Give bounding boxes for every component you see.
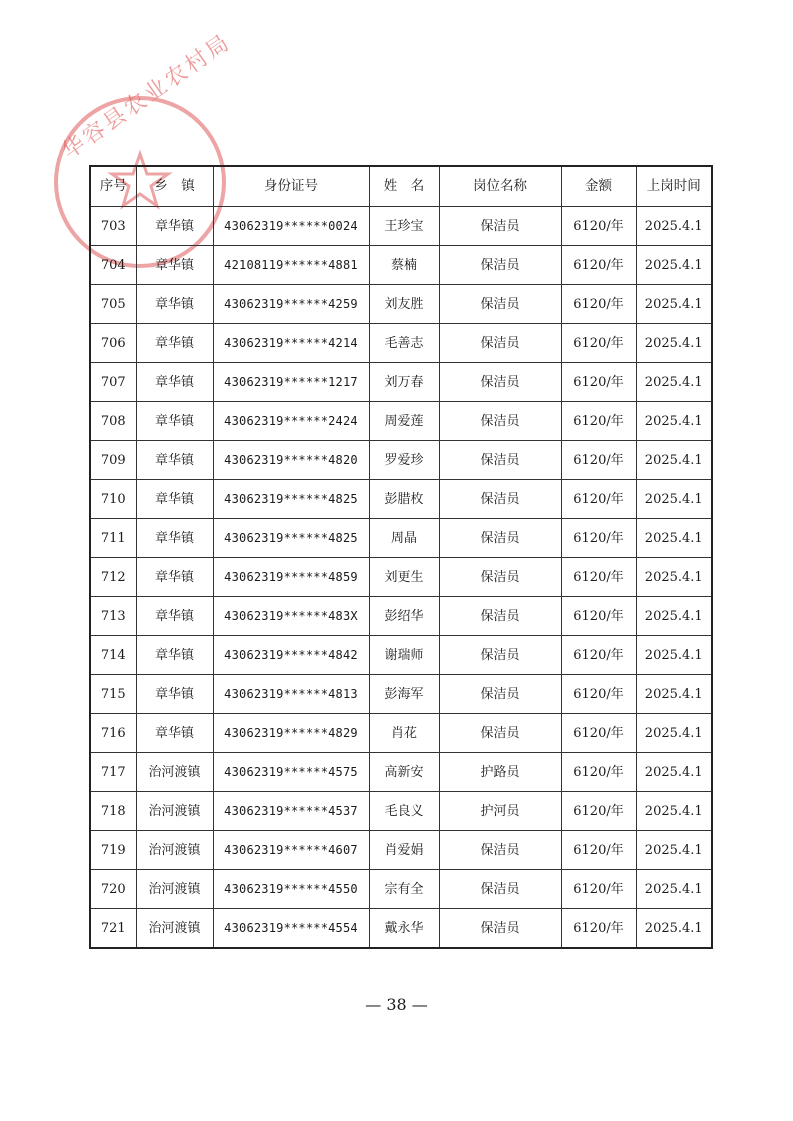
cell-start-date: 2025.4.1: [636, 441, 712, 480]
cell-town: 治河渡镇: [136, 909, 213, 949]
table-body: [90, 207, 712, 949]
table-row: [90, 870, 712, 909]
cell-amount: 6120/年: [561, 714, 636, 753]
cell-name: 毛善志: [369, 324, 439, 363]
cell-id-number: 43062319******4842: [213, 636, 369, 675]
cell-start-date: 2025.4.1: [636, 207, 712, 246]
cell-name: 彭腊枚: [369, 480, 439, 519]
cell-start-date: 2025.4.1: [636, 480, 712, 519]
cell-position: 护路员: [439, 753, 561, 792]
cell-id-number: 42108119******4881: [213, 246, 369, 285]
cell-town: 章华镇: [136, 285, 213, 324]
cell-seq: 716: [90, 714, 136, 753]
cell-position: 保洁员: [439, 324, 561, 363]
cell-seq: 709: [90, 441, 136, 480]
cell-id-number: 43062319******4829: [213, 714, 369, 753]
cell-name: 周爱莲: [369, 402, 439, 441]
table-row: [90, 558, 712, 597]
cell-position: 保洁员: [439, 714, 561, 753]
cell-amount: 6120/年: [561, 285, 636, 324]
header-name: 姓 名: [369, 166, 439, 207]
cell-town: 章华镇: [136, 246, 213, 285]
cell-id-number: 43062319******4214: [213, 324, 369, 363]
cell-start-date: 2025.4.1: [636, 558, 712, 597]
header-position: 岗位名称: [439, 166, 561, 207]
cell-name: 肖爱娟: [369, 831, 439, 870]
cell-start-date: 2025.4.1: [636, 402, 712, 441]
cell-start-date: 2025.4.1: [636, 753, 712, 792]
page-number: — 38 —: [365, 995, 428, 1014]
cell-position: 保洁员: [439, 597, 561, 636]
cell-amount: 6120/年: [561, 597, 636, 636]
cell-seq: 712: [90, 558, 136, 597]
cell-seq: 720: [90, 870, 136, 909]
table-row: [90, 402, 712, 441]
cell-name: 谢瑞师: [369, 636, 439, 675]
cell-position: 保洁员: [439, 870, 561, 909]
cell-position: 保洁员: [439, 636, 561, 675]
cell-town: 章华镇: [136, 558, 213, 597]
cell-start-date: 2025.4.1: [636, 636, 712, 675]
table-row: [90, 285, 712, 324]
cell-town: 章华镇: [136, 402, 213, 441]
cell-town: 章华镇: [136, 324, 213, 363]
cell-start-date: 2025.4.1: [636, 363, 712, 402]
cell-seq: 717: [90, 753, 136, 792]
cell-start-date: 2025.4.1: [636, 285, 712, 324]
cell-amount: 6120/年: [561, 909, 636, 949]
cell-position: 保洁员: [439, 441, 561, 480]
cell-id-number: 43062319******2424: [213, 402, 369, 441]
cell-amount: 6120/年: [561, 636, 636, 675]
cell-town: 治河渡镇: [136, 753, 213, 792]
cell-id-number: 43062319******0024: [213, 207, 369, 246]
cell-position: 保洁员: [439, 207, 561, 246]
cell-name: 刘友胜: [369, 285, 439, 324]
cell-amount: 6120/年: [561, 753, 636, 792]
cell-id-number: 43062319******4825: [213, 480, 369, 519]
cell-amount: 6120/年: [561, 207, 636, 246]
cell-amount: 6120/年: [561, 480, 636, 519]
cell-seq: 711: [90, 519, 136, 558]
header-id-number: 身份证号: [213, 166, 369, 207]
cell-seq: 718: [90, 792, 136, 831]
cell-town: 章华镇: [136, 363, 213, 402]
cell-position: 保洁员: [439, 909, 561, 949]
cell-name: 蔡楠: [369, 246, 439, 285]
cell-seq: 715: [90, 675, 136, 714]
table-row: [90, 597, 712, 636]
cell-town: 章华镇: [136, 441, 213, 480]
cell-seq: 706: [90, 324, 136, 363]
cell-seq: 704: [90, 246, 136, 285]
table-row: [90, 246, 712, 285]
roster-table: [89, 165, 713, 949]
cell-name: 高新安: [369, 753, 439, 792]
table-row: [90, 753, 712, 792]
cell-town: 章华镇: [136, 714, 213, 753]
cell-id-number: 43062319******4607: [213, 831, 369, 870]
cell-name: 刘万春: [369, 363, 439, 402]
cell-seq: 703: [90, 207, 136, 246]
table-row: [90, 207, 712, 246]
cell-start-date: 2025.4.1: [636, 597, 712, 636]
cell-name: 宗有全: [369, 870, 439, 909]
cell-id-number: 43062319******4554: [213, 909, 369, 949]
cell-id-number: 43062319******4575: [213, 753, 369, 792]
table-row: [90, 441, 712, 480]
cell-seq: 707: [90, 363, 136, 402]
table-row: [90, 636, 712, 675]
cell-name: 肖花: [369, 714, 439, 753]
cell-amount: 6120/年: [561, 792, 636, 831]
cell-seq: 710: [90, 480, 136, 519]
cell-position: 保洁员: [439, 246, 561, 285]
cell-position: 保洁员: [439, 285, 561, 324]
table-row: [90, 519, 712, 558]
cell-name: 罗爱珍: [369, 441, 439, 480]
cell-amount: 6120/年: [561, 441, 636, 480]
cell-start-date: 2025.4.1: [636, 714, 712, 753]
cell-name: 周晶: [369, 519, 439, 558]
cell-id-number: 43062319******4550: [213, 870, 369, 909]
cell-seq: 714: [90, 636, 136, 675]
cell-town: 章华镇: [136, 636, 213, 675]
table-row: [90, 324, 712, 363]
table-row: [90, 714, 712, 753]
cell-seq: 721: [90, 909, 136, 949]
cell-id-number: 43062319******4537: [213, 792, 369, 831]
cell-town: 章华镇: [136, 597, 213, 636]
header-amount: 金额: [561, 166, 636, 207]
header-town: 乡 镇: [136, 166, 213, 207]
cell-town: 章华镇: [136, 675, 213, 714]
cell-id-number: 43062319******4259: [213, 285, 369, 324]
cell-name: 刘更生: [369, 558, 439, 597]
cell-name: 戴永华: [369, 909, 439, 949]
cell-position: 保洁员: [439, 675, 561, 714]
cell-town: 治河渡镇: [136, 792, 213, 831]
cell-name: 彭绍华: [369, 597, 439, 636]
roster-table-container: [89, 165, 711, 949]
table-row: [90, 675, 712, 714]
cell-amount: 6120/年: [561, 324, 636, 363]
cell-amount: 6120/年: [561, 402, 636, 441]
cell-amount: 6120/年: [561, 675, 636, 714]
cell-name: 毛良义: [369, 792, 439, 831]
cell-town: 章华镇: [136, 480, 213, 519]
cell-position: 保洁员: [439, 363, 561, 402]
cell-position: 保洁员: [439, 831, 561, 870]
cell-amount: 6120/年: [561, 519, 636, 558]
cell-id-number: 43062319******4859: [213, 558, 369, 597]
table-row: [90, 831, 712, 870]
cell-amount: 6120/年: [561, 831, 636, 870]
cell-start-date: 2025.4.1: [636, 324, 712, 363]
cell-amount: 6120/年: [561, 246, 636, 285]
cell-position: 保洁员: [439, 480, 561, 519]
cell-town: 章华镇: [136, 519, 213, 558]
cell-amount: 6120/年: [561, 363, 636, 402]
cell-amount: 6120/年: [561, 870, 636, 909]
header-start-date: 上岗时间: [636, 166, 712, 207]
table-row: [90, 480, 712, 519]
cell-id-number: 43062319******483X: [213, 597, 369, 636]
cell-id-number: 43062319******1217: [213, 363, 369, 402]
seal-text: 华容县农业农村局: [57, 29, 237, 165]
table-row: [90, 363, 712, 402]
cell-name: 彭海军: [369, 675, 439, 714]
header-seq: 序号: [90, 166, 136, 207]
cell-position: 保洁员: [439, 558, 561, 597]
cell-start-date: 2025.4.1: [636, 246, 712, 285]
cell-start-date: 2025.4.1: [636, 519, 712, 558]
cell-town: 治河渡镇: [136, 870, 213, 909]
table-header-row: [90, 166, 712, 207]
cell-start-date: 2025.4.1: [636, 870, 712, 909]
cell-start-date: 2025.4.1: [636, 831, 712, 870]
cell-town: 治河渡镇: [136, 831, 213, 870]
cell-id-number: 43062319******4813: [213, 675, 369, 714]
cell-id-number: 43062319******4825: [213, 519, 369, 558]
cell-seq: 719: [90, 831, 136, 870]
cell-name: 王珍宝: [369, 207, 439, 246]
table-row: [90, 909, 712, 949]
cell-start-date: 2025.4.1: [636, 675, 712, 714]
cell-seq: 708: [90, 402, 136, 441]
cell-position: 保洁员: [439, 402, 561, 441]
cell-amount: 6120/年: [561, 558, 636, 597]
cell-id-number: 43062319******4820: [213, 441, 369, 480]
cell-start-date: 2025.4.1: [636, 792, 712, 831]
cell-position: 保洁员: [439, 519, 561, 558]
cell-position: 护河员: [439, 792, 561, 831]
cell-seq: 713: [90, 597, 136, 636]
cell-town: 章华镇: [136, 207, 213, 246]
table-row: [90, 792, 712, 831]
cell-seq: 705: [90, 285, 136, 324]
cell-start-date: 2025.4.1: [636, 909, 712, 949]
